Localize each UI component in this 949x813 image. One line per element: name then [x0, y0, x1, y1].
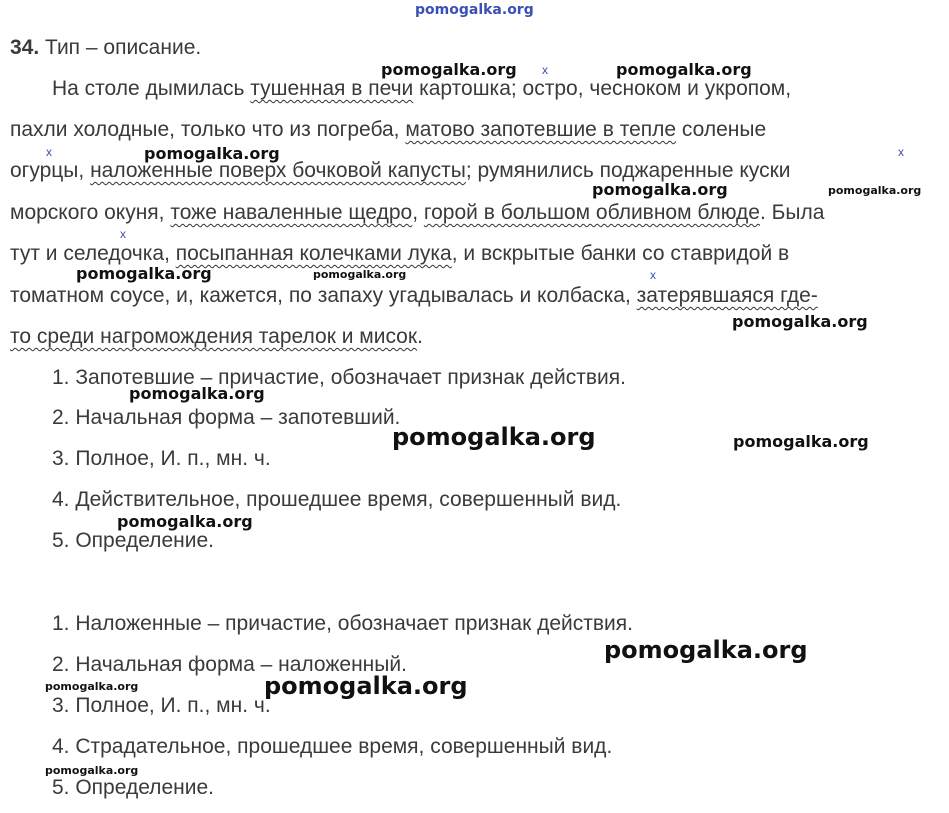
x-mark: x	[120, 227, 126, 241]
watermark: pomogalka.org	[604, 636, 808, 664]
watermark: pomogalka.org	[381, 60, 517, 79]
x-mark: x	[46, 145, 52, 159]
watermark: pomogalka.org	[592, 180, 728, 199]
watermark: pomogalka.org	[117, 512, 253, 531]
task-number: 34.	[10, 36, 40, 59]
underlined-phrase: затерявшаяся где-	[636, 284, 818, 307]
analysis1-item: 4. Действительное, прошедшее время, совершенный вид.	[52, 488, 622, 511]
analysis1-item: 2. Начальная форма – запотевший.	[52, 406, 401, 429]
analysis1-item: 5. Определение.	[52, 529, 214, 552]
underlined-phrase: тоже наваленные щедро	[170, 201, 413, 224]
watermark: pomogalka.org	[129, 384, 265, 403]
paragraph-line-2: пахли холодные, только что из погреба, матово запотевшие в тепле соленые	[10, 118, 767, 141]
analysis2-item: 5. Определение.	[52, 776, 214, 799]
watermark: pomogalka.org	[45, 764, 139, 777]
paragraph-line-6: томатном соусе, и, кажется, по запаху угадывалась и колбаска, затерявшаяся где-	[10, 284, 818, 307]
watermark: pomogalka.org	[144, 144, 280, 163]
x-mark: x	[898, 145, 904, 159]
underlined-phrase: горой в большом обливном блюде	[423, 201, 760, 224]
watermark: pomogalka.org	[264, 672, 468, 700]
underlined-phrase: матово запотевшие в тепле	[405, 118, 677, 141]
underlined-phrase: посыпанная колечками лука	[175, 242, 452, 265]
analysis2-item: 3. Полное, И. п., мн. ч.	[52, 694, 271, 717]
watermark: pomogalka.org	[313, 268, 407, 281]
watermark: pomogalka.org	[616, 60, 752, 79]
analysis1-item: 3. Полное, И. п., мн. ч.	[52, 447, 271, 470]
paragraph-line-5: тут и селедочка, посыпанная колечками лука, и вскрытые банки со ставридой в	[10, 242, 790, 265]
x-mark: x	[650, 268, 656, 282]
watermark: pomogalka.org	[828, 184, 922, 197]
task-type: Тип – описание.	[45, 36, 202, 59]
analysis2-item: 2. Начальная форма – наложенный.	[52, 653, 407, 676]
analysis1-item: 1. Запотевшие – причастие, обозначает признак действия.	[52, 366, 626, 389]
watermark: pomogalka.org	[76, 264, 212, 283]
underlined-phrase: тушенная в печи	[250, 77, 414, 100]
watermark-top: pomogalka.org	[415, 2, 534, 18]
underlined-phrase: наложенные поверх бочковой капусты	[90, 159, 466, 182]
paragraph-line-4: морского окуня, тоже наваленные щедро, горой в большом обливном блюде. Была	[10, 201, 825, 224]
watermark: pomogalka.org	[45, 680, 139, 693]
analysis2-item: 1. Наложенные – причастие, обозначает признак действия.	[52, 612, 633, 635]
task-heading	[10, 36, 201, 60]
watermark: pomogalka.org	[733, 432, 869, 451]
paragraph-line-3: огурцы, наложенные поверх бочковой капусты; румянились поджаренные куски	[10, 159, 791, 182]
watermark: pomogalka.org	[392, 423, 596, 451]
paragraph-line-7: то среди нагромождения тарелок и мисок.	[10, 325, 423, 348]
analysis2-item: 4. Страдательное, прошедшее время, совершенный вид.	[52, 735, 613, 758]
watermark: pomogalka.org	[732, 312, 868, 331]
x-mark: x	[542, 63, 548, 77]
paragraph-line-1: На столе дымилась тушенная в печи картошка; остро, чесноком и укропом,	[52, 77, 792, 100]
underlined-phrase: то среди нагромождения тарелок и мисок	[10, 325, 418, 348]
